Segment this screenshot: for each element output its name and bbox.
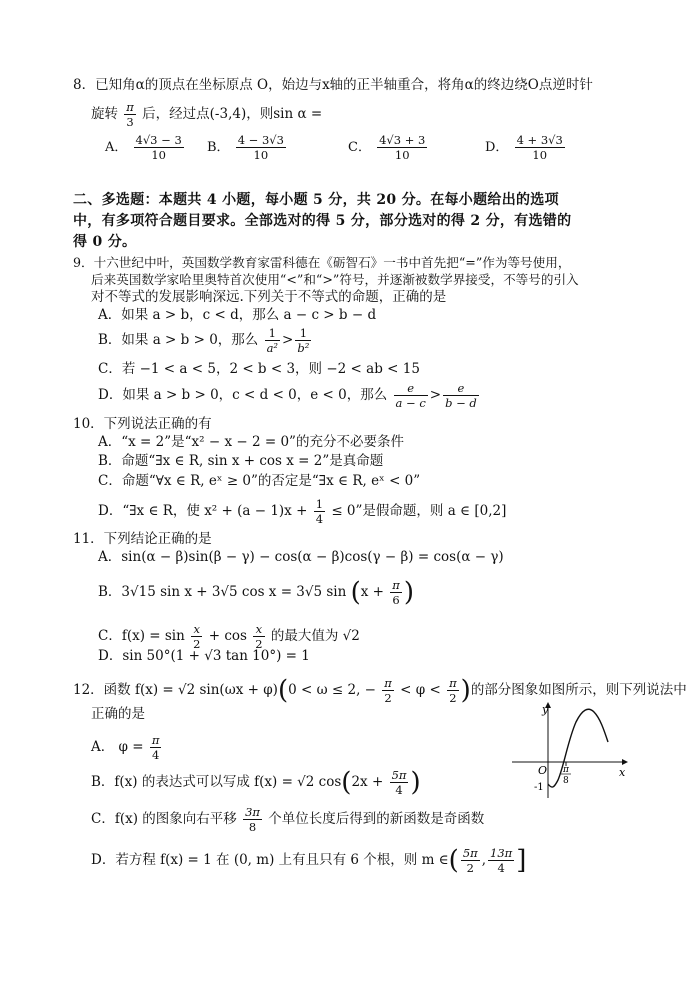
x-axis-label: x (619, 766, 626, 779)
q9-d-fraction-2: $\frac{e}{b - d}$ (445, 381, 477, 410)
q8-rotation-fraction: $\frac{\pi}{3}$ (126, 100, 134, 129)
q12-line1: 12．函数 f(x) = √2 sin(ωx + φ)(0 < ω ≤ 2, − $\frac{\pi}{2}$ < φ < $\frac{\pi}{2}$ )的部分图象如图所示，则下列说法中 (73, 675, 687, 706)
q8-option-b-fraction: $\frac{4 - 3√3}{10}$ (237, 133, 284, 162)
q9-option-d[interactable]: D．如果 a > b > 0，c < d < 0，e < 0，那么 $\frac{e}{a - c}$ > $\frac{e}{b - d}$ (98, 381, 477, 410)
q11-option-a[interactable]: A．sin(α − β)sin(β − γ) − cos(α − β)cos(γ − β) = cos(α − γ) (98, 549, 504, 565)
q12-cond-fraction-1: $\frac{\pi}{2}$ (384, 676, 392, 705)
x-axis-arrow (622, 759, 628, 765)
section2-line1: 二、多选题：本题共 4 小题，每小题 5 分，共 20 分。在每小题给出的选项 (73, 192, 559, 208)
q9-line1: 9．十六世纪中叶，英国数学教育家雷科德在《砺智石》一书中首先把“=”作为等号使用， (73, 255, 571, 270)
q11-c-fraction-1: $\frac{x}{2}$ (193, 622, 201, 651)
q10-option-b[interactable]: B．命题“∃x ∈ R, sin x + cos x = 2”是真命题 (98, 453, 384, 469)
q9-line3: 对不等式的发展影响深远.下列关于不等式的命题，正确的是 (91, 289, 447, 305)
q10-title: 10．下列说法正确的有 (73, 416, 212, 432)
sine-curve (548, 709, 608, 787)
q9-option-c[interactable]: C．若 −1 < a < 5，2 < b < 3，则 −2 < ab < 15 (98, 361, 420, 377)
q9-option-b[interactable]: B．如果 a > b > 0，那么 $\frac{1}{\text{a²}}$ > $\frac{1}{\text{b²}}$ (98, 326, 310, 355)
y-axis-label: y (542, 703, 549, 716)
q11-b-paren-right: ) (403, 577, 415, 608)
q11-option-d[interactable]: D．sin 50°(1 + √3 tan 10°) = 1 (98, 648, 310, 664)
q12-option-d[interactable]: D．若方程 f(x) = 1 在 (0, m) 上有且只有 6 个根，则 m ∈( $\frac{5\pi}{2}$ , $\frac{13\pi}{4}$ ] (91, 845, 527, 876)
q10-option-c[interactable]: C．命题“∀x ∈ R, eˣ ≥ 0”的否定是“∃x ∈ R, eˣ < 0” (98, 473, 421, 489)
q8-line2-pre: 旋转 (91, 106, 118, 122)
q9-b-fraction-1: $\frac{1}{\text{a²}}$ (266, 326, 279, 355)
q12-c-fraction: $\frac{3\pi}{8}$ (245, 805, 260, 834)
q9-b-fraction-2: $\frac{1}{\text{b²}}$ (297, 326, 310, 355)
q8-option-a[interactable]: A． $\frac{4√3 - 3}{10}$ (105, 133, 182, 162)
q8-line2-post: 后，经过点(-3,4)，则sin α = (142, 106, 323, 122)
function-graph (508, 700, 628, 800)
q11-b-paren-left: ( (350, 577, 361, 608)
origin-label: O (538, 764, 548, 777)
q12-line2: 正确的是 (91, 706, 145, 722)
tick-label-num: π (563, 765, 569, 775)
q11-title: 11．下列结论正确的是 (73, 531, 212, 547)
q9-line2: 后来英国数学家哈里奥特首次使用“<”和“>”符号，并逐渐被数学界接受，不等号的引入 (91, 272, 579, 287)
q10-option-a[interactable]: A．“x = 2”是“x² − x − 2 = 0”的充分不必要条件 (98, 434, 404, 450)
q12-b-fraction: $\frac{5\pi}{4}$ (391, 768, 407, 797)
section2-line2: 中，有多项符合题目要求。全部选对的得 5 分，部分选对的得 2 分，有选错的 (73, 213, 572, 229)
min-value-label: -1 (534, 782, 544, 793)
q12-d-fraction-1: $\frac{5\pi}{2}$ (462, 846, 478, 875)
q12-a-fraction: $\frac{\pi}{4}$ (151, 733, 160, 762)
q12-option-c[interactable]: C．f(x) 的图象向右平移 $\frac{3\pi}{8}$ 个单位长度后得到的新函数是奇函数 (91, 805, 485, 834)
q10-option-d[interactable]: D．“∃x ∈ R，使 x² + (a − 1)x + $\frac{1}{4}$ ≤ 0”是假命题，则 a ∈ [0,2] (98, 497, 507, 526)
q12-cond-fraction-2: $\frac{\pi}{2}$ (449, 676, 457, 705)
q11-option-c[interactable]: C．f(x) = sin $\frac{x}{2}$ + cos $\frac{x}{2}$ 的最大值为 √2 (98, 622, 360, 651)
q8-option-c[interactable]: C． $\frac{4√3 + 3}{10}$ (348, 133, 426, 162)
q12-option-b[interactable]: B．f(x) 的表达式可以写成 f(x) = √2 cos(2x + $\frac{5\pi}{4}$ ) (91, 767, 421, 798)
q8-option-d-fraction: $\frac{4 + 3√3}{10}$ (516, 133, 563, 162)
q11-b-fraction: $\frac{\pi}{6}$ (392, 578, 400, 607)
q8-line2 (91, 100, 322, 129)
section2-line3: 得 0 分。 (73, 234, 137, 250)
q8-option-b[interactable]: B． $\frac{4 - 3√3}{10}$ (207, 133, 284, 162)
tick-label-den: 8 (563, 776, 569, 786)
q11-c-fraction-2: $\frac{x}{2}$ (255, 622, 263, 651)
q12-option-a[interactable]: A． φ = $\frac{\pi}{4}$ (91, 733, 160, 762)
q11-option-b[interactable]: B．3√15 sin x + 3√5 cos x = 3√5 sin (x + $\frac{\pi}{6}$ ) (98, 577, 415, 608)
q8-line1: 8．已知角α的顶点在坐标原点 O，始边与x轴的正半轴重合，将角α的终边绕O点逆时针 (73, 77, 593, 93)
q12-d-fraction-2: $\frac{13\pi}{4}$ (490, 846, 513, 875)
q10-d-fraction: $\frac{1}{4}$ (315, 497, 324, 526)
q9-d-fraction-1: $\frac{e}{a - c}$ (395, 381, 426, 410)
q8-option-d[interactable]: D． $\frac{4 + 3√3}{10}$ (485, 133, 563, 162)
q8-option-c-fraction: $\frac{4√3 + 3}{10}$ (379, 133, 426, 162)
q8-option-a-fraction: $\frac{4√3 - 3}{10}$ (135, 133, 182, 162)
q9-option-a[interactable]: A．如果 a > b，c < d，那么 a − c > b − d (98, 307, 377, 323)
